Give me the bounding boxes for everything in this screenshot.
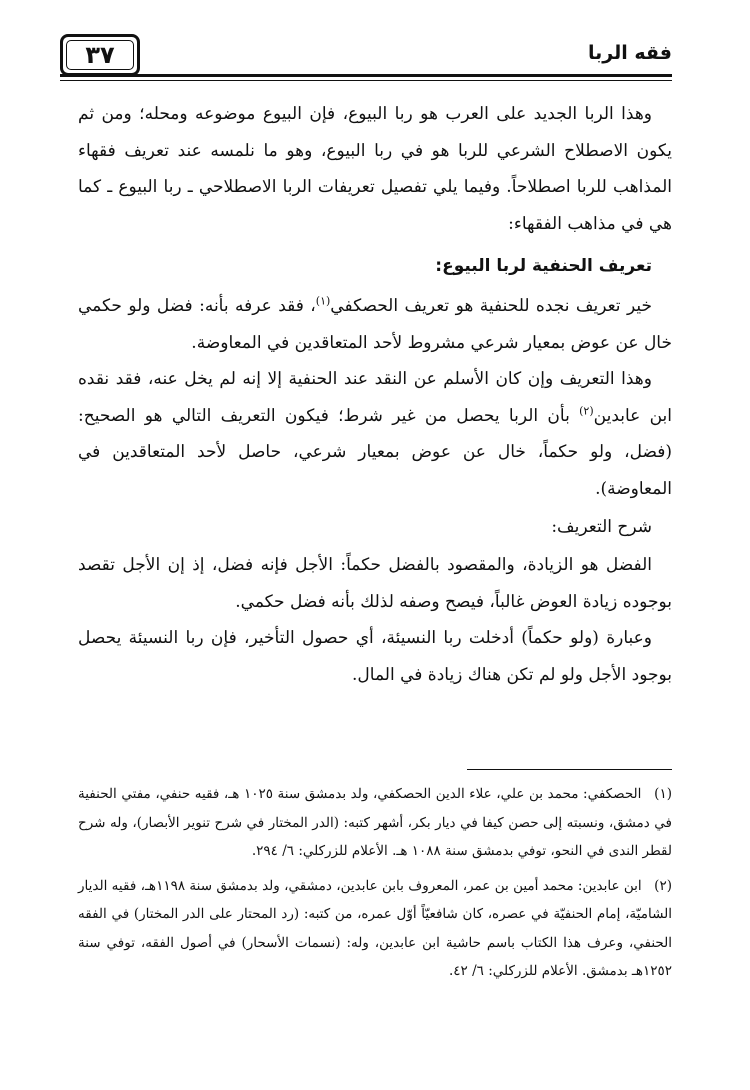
paragraph-2-text-a: خير تعريف نجده للحنفية هو تعريف الحصكفي xyxy=(330,296,652,316)
section-heading-explanation: شرح التعريف: xyxy=(551,517,652,537)
paragraph-3 xyxy=(78,361,672,507)
paragraph-3-text-a: وهذا التعريف وإن كان الأسلم عن النقد عند الحنفية إلا إنه لم يخل عنه، فقد نقده ابن عابدين xyxy=(78,369,672,426)
running-title: فقه الربا xyxy=(588,42,672,64)
footnote-2-number: (٢) xyxy=(654,877,672,894)
footnote-2 xyxy=(78,872,672,986)
page-number: ٣٧ xyxy=(60,34,140,76)
footnote-ref-1[interactable]: (١) xyxy=(315,294,331,308)
paragraph-5: وعبارة (ولو حكماً) أدخلت ربا النسيئة، أي حصول التأخير، فإن ربا النسيئة يحصل بوجود الأجل ولو لم تكن هناك زيادة في المال. xyxy=(78,628,672,685)
footnote-2-text: ابن عابدين: محمد أمين بن عمر، المعروف بابن عابدين، دمشقي، ولد بدمشق سنة ١١٩٨هـ، فقيه الديار الشاميّة، إمام الحنفيّة في عصره، كان شافعيّاً أوّل عمره، من كتبه: (رد المحتار على الدر المختار) في الفقه الحنفي، وعرف هذا الكتاب باسم حاشية ابن عابدين، وله: (نسمات الأسحار) في أصول الفقه، توفي سنة ١٢٥٢هـ بدمشق. الأعلام للزركلي: ٦/ ٤٢. xyxy=(78,877,672,979)
footnote-1 xyxy=(78,780,672,866)
footnote-ref-2[interactable]: (٢) xyxy=(579,403,594,417)
paragraph-4: الفضل هو الزيادة، والمقصود بالفضل حكماً: الأجل فإنه فضل، إذ إن الأجل تقصد بوجوده زيادة العوض غالباً، فيصح وصفه لذلك بأنه فضل حكمي. xyxy=(78,555,672,612)
footnotes xyxy=(78,780,672,992)
paragraph-3-text-b: بأن الربا يحصل من غير شرط؛ فيكون التعريف التالي هو الصحيح: (فضل، ولو حكماً، خال عن عوض بمعيار شرعي، حاصل لأحد المتعاقدين في المعاوضة). xyxy=(78,405,672,499)
page-header xyxy=(60,34,672,82)
footnote-1-number: (١) xyxy=(654,786,672,802)
header-rule-thick xyxy=(60,74,672,77)
section-heading-hanafi: تعريف الحنفية لربا البيوع: xyxy=(435,256,652,276)
paragraph-2-text-b: ، فقد عرفه بأنه: فضل ولو حكمي خال عن عوض بمعيار شرعي مشروط لأحد المتعاقدين في المعاوضة. xyxy=(78,296,672,353)
header-rule-thin xyxy=(60,80,672,81)
footnote-separator xyxy=(467,769,672,770)
paragraph-1: وهذا الربا الجديد على العرب هو ربا البيوع، فإن البيوع موضوعه ومحله؛ ومن ثم يكون الاصطلاح الشرعي للربا هو في ربا البيوع، وهو ما نلمسه عند تعريف فقهاء المذاهب للربا اصطلاحاً. وفيما يلي تفصيل تعريفات الربا الاصطلاحي ـ ربا البيوع ـ كما هي في مذاهب الفقهاء: xyxy=(78,104,672,234)
paragraph-2 xyxy=(78,288,672,361)
main-text xyxy=(78,96,672,693)
footnote-1-text: الحصكفي: محمد بن علي، علاء الدين الحصكفي، ولد بدمشق سنة ١٠٢٥ هـ، فقيه حنفي، مفتي الحنفية في دمشق، ونسبته إلى حصن كيفا في ديار بكر، أشهر كتبه: (الدر المختار في شرح تنوير الأبصار)، وله شرح لقطر الندى في النحو، توفي بدمشق سنة ١٠٨٨ هـ. الأعلام للزركلي: ٦/ ٢٩٤. xyxy=(78,786,672,859)
